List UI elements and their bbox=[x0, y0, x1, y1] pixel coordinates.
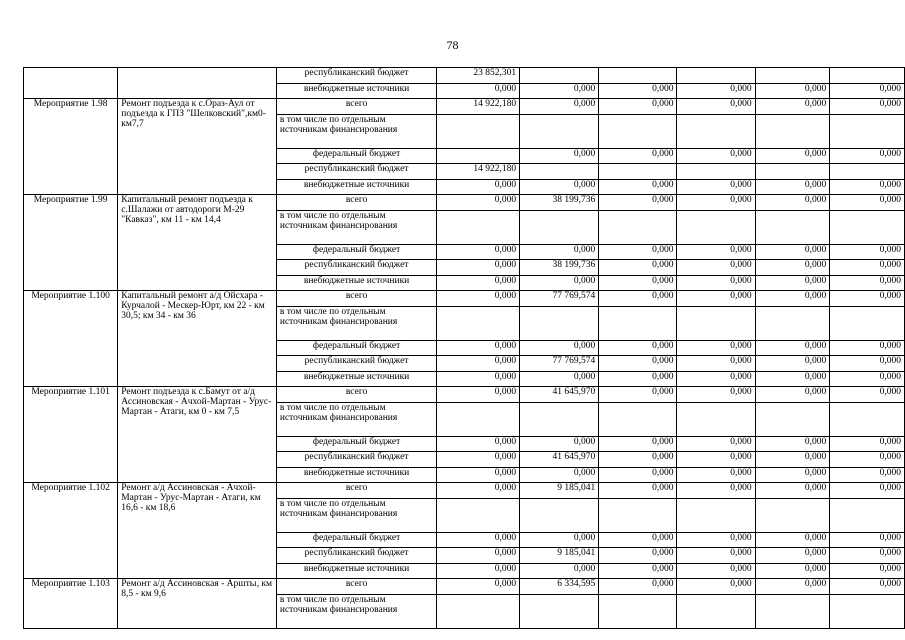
value-cell bbox=[677, 114, 755, 148]
value-cell: 0,000 bbox=[437, 179, 520, 195]
value-cell: 0,000 bbox=[599, 548, 677, 564]
value-cell bbox=[520, 594, 599, 628]
value-cell: 0,000 bbox=[520, 563, 599, 579]
funding-source-cell: в том числе по отдельным источникам финансирования bbox=[276, 210, 436, 244]
value-cell: 0,000 bbox=[677, 387, 755, 403]
value-cell bbox=[755, 402, 830, 436]
value-cell bbox=[520, 114, 599, 148]
value-cell: 0,000 bbox=[755, 563, 830, 579]
value-cell: 0,000 bbox=[437, 275, 520, 291]
value-cell: 0,000 bbox=[599, 436, 677, 452]
value-cell: 0,000 bbox=[520, 340, 599, 356]
value-cell: 0,000 bbox=[520, 532, 599, 548]
value-cell: 0,000 bbox=[520, 244, 599, 260]
value-cell bbox=[830, 306, 905, 340]
value-cell: 0,000 bbox=[437, 291, 520, 307]
value-cell: 23 852,301 bbox=[437, 68, 520, 84]
value-cell: 0,000 bbox=[437, 548, 520, 564]
value-cell: 0,000 bbox=[830, 563, 905, 579]
value-cell: 0,000 bbox=[520, 467, 599, 483]
value-cell: 0,000 bbox=[755, 179, 830, 195]
funding-source-cell: всего bbox=[276, 99, 436, 115]
value-cell bbox=[677, 210, 755, 244]
value-cell: 0,000 bbox=[599, 244, 677, 260]
value-cell bbox=[677, 68, 755, 84]
value-cell: 9 185,041 bbox=[520, 548, 599, 564]
table-row bbox=[24, 99, 905, 115]
value-cell: 0,000 bbox=[755, 452, 830, 468]
value-cell: 0,000 bbox=[755, 340, 830, 356]
value-cell: 41 645,970 bbox=[520, 452, 599, 468]
funding-source-cell: всего bbox=[276, 387, 436, 403]
value-cell: 0,000 bbox=[755, 371, 830, 387]
value-cell: 0,000 bbox=[830, 387, 905, 403]
value-cell bbox=[520, 164, 599, 180]
measure-code-cell: Мероприятие 1.102 bbox=[24, 483, 118, 579]
value-cell: 0,000 bbox=[830, 179, 905, 195]
value-cell: 0,000 bbox=[755, 548, 830, 564]
funding-source-cell: в том числе по отдельным источникам финансирования bbox=[276, 402, 436, 436]
value-cell: 0,000 bbox=[677, 356, 755, 372]
value-cell: 0,000 bbox=[677, 260, 755, 276]
value-cell: 0,000 bbox=[437, 452, 520, 468]
funding-source-cell: федеральный бюджет bbox=[276, 340, 436, 356]
value-cell: 0,000 bbox=[437, 436, 520, 452]
value-cell: 0,000 bbox=[830, 548, 905, 564]
value-cell: 0,000 bbox=[437, 387, 520, 403]
measure-code-cell: Мероприятие 1.103 bbox=[24, 579, 118, 629]
funding-source-cell: в том числе по отдельным источникам финансирования bbox=[276, 306, 436, 340]
value-cell bbox=[830, 210, 905, 244]
value-cell: 0,000 bbox=[830, 532, 905, 548]
value-cell bbox=[520, 68, 599, 84]
value-cell bbox=[437, 114, 520, 148]
value-cell: 0,000 bbox=[677, 244, 755, 260]
value-cell: 0,000 bbox=[677, 371, 755, 387]
funding-source-cell: республиканский бюджет bbox=[276, 548, 436, 564]
value-cell: 0,000 bbox=[830, 260, 905, 276]
funding-source-cell: федеральный бюджет bbox=[276, 148, 436, 164]
value-cell bbox=[599, 210, 677, 244]
table-row bbox=[24, 483, 905, 499]
value-cell: 0,000 bbox=[830, 195, 905, 211]
value-cell: 0,000 bbox=[599, 275, 677, 291]
measure-name-cell: Капитальный ремонт подъезда к с.Шалажи от автодороги М-29 "Кавказ", км 11 - км 14,4 bbox=[118, 195, 277, 291]
funding-source-cell: всего bbox=[276, 483, 436, 499]
value-cell: 0,000 bbox=[677, 275, 755, 291]
value-cell: 0,000 bbox=[677, 83, 755, 99]
value-cell bbox=[599, 114, 677, 148]
value-cell: 0,000 bbox=[677, 148, 755, 164]
value-cell: 0,000 bbox=[677, 99, 755, 115]
value-cell: 0,000 bbox=[755, 579, 830, 595]
value-cell: 0,000 bbox=[755, 291, 830, 307]
value-cell: 0,000 bbox=[599, 99, 677, 115]
value-cell: 0,000 bbox=[755, 387, 830, 403]
value-cell: 0,000 bbox=[830, 148, 905, 164]
funding-source-cell: внебюджетные источники bbox=[276, 371, 436, 387]
value-cell bbox=[520, 306, 599, 340]
measure-name-cell: Ремонт а/д Ассиновская - Ачхой-Мартан - Урус-Мартан - Атаги, км 16,6 - км 18,6 bbox=[118, 483, 277, 579]
value-cell: 0,000 bbox=[677, 563, 755, 579]
value-cell: 0,000 bbox=[437, 532, 520, 548]
value-cell: 0,000 bbox=[437, 579, 520, 595]
measure-name-cell: Капитальный ремонт а/д Ойсхара - Курчалой - Мескер-Юрт, км 22 - км 30,5; км 34 - км 36 bbox=[118, 291, 277, 387]
value-cell: 0,000 bbox=[599, 83, 677, 99]
funding-source-cell: республиканский бюджет bbox=[276, 164, 436, 180]
value-cell: 0,000 bbox=[677, 195, 755, 211]
value-cell: 0,000 bbox=[520, 99, 599, 115]
funding-source-cell: республиканский бюджет bbox=[276, 452, 436, 468]
value-cell: 0,000 bbox=[599, 483, 677, 499]
value-cell: 0,000 bbox=[830, 452, 905, 468]
value-cell: 0,000 bbox=[520, 371, 599, 387]
table-row bbox=[24, 195, 905, 211]
value-cell: 0,000 bbox=[830, 356, 905, 372]
value-cell bbox=[437, 148, 520, 164]
value-cell: 0,000 bbox=[599, 563, 677, 579]
value-cell bbox=[755, 498, 830, 532]
value-cell: 38 199,736 bbox=[520, 195, 599, 211]
budget-table bbox=[23, 67, 905, 629]
value-cell: 0,000 bbox=[755, 436, 830, 452]
value-cell bbox=[830, 402, 905, 436]
value-cell: 0,000 bbox=[437, 244, 520, 260]
value-cell bbox=[677, 402, 755, 436]
value-cell bbox=[677, 164, 755, 180]
value-cell: 0,000 bbox=[677, 291, 755, 307]
value-cell: 0,000 bbox=[599, 579, 677, 595]
value-cell: 41 645,970 bbox=[520, 387, 599, 403]
value-cell: 0,000 bbox=[677, 179, 755, 195]
value-cell bbox=[755, 306, 830, 340]
funding-source-cell: в том числе по отдельным источникам финансирования bbox=[276, 114, 436, 148]
value-cell: 0,000 bbox=[755, 532, 830, 548]
value-cell: 14 922,180 bbox=[437, 99, 520, 115]
funding-source-cell: республиканский бюджет bbox=[276, 260, 436, 276]
value-cell: 0,000 bbox=[599, 340, 677, 356]
value-cell bbox=[755, 210, 830, 244]
value-cell: 0,000 bbox=[677, 483, 755, 499]
page-number: 78 bbox=[446, 38, 459, 52]
funding-source-cell: всего bbox=[276, 195, 436, 211]
value-cell bbox=[677, 306, 755, 340]
value-cell bbox=[755, 594, 830, 628]
measure-name-cell bbox=[118, 68, 277, 99]
funding-source-cell: в том числе по отдельным источникам финансирования bbox=[276, 498, 436, 532]
funding-source-cell: республиканский бюджет bbox=[276, 356, 436, 372]
value-cell: 0,000 bbox=[520, 436, 599, 452]
value-cell bbox=[520, 402, 599, 436]
value-cell: 0,000 bbox=[599, 387, 677, 403]
value-cell bbox=[755, 164, 830, 180]
budget-table-body bbox=[24, 68, 905, 629]
value-cell: 0,000 bbox=[599, 371, 677, 387]
value-cell: 0,000 bbox=[755, 99, 830, 115]
value-cell: 0,000 bbox=[437, 195, 520, 211]
value-cell: 0,000 bbox=[520, 275, 599, 291]
value-cell: 9 185,041 bbox=[520, 483, 599, 499]
funding-source-cell: федеральный бюджет bbox=[276, 532, 436, 548]
value-cell: 0,000 bbox=[830, 83, 905, 99]
value-cell: 6 334,595 bbox=[520, 579, 599, 595]
funding-source-cell: федеральный бюджет bbox=[276, 244, 436, 260]
value-cell: 0,000 bbox=[437, 356, 520, 372]
value-cell bbox=[520, 498, 599, 532]
value-cell: 0,000 bbox=[520, 83, 599, 99]
value-cell bbox=[599, 594, 677, 628]
measure-code-cell: Мероприятие 1.99 bbox=[24, 195, 118, 291]
value-cell: 0,000 bbox=[437, 483, 520, 499]
value-cell bbox=[437, 402, 520, 436]
value-cell bbox=[437, 594, 520, 628]
measure-code-cell: Мероприятие 1.98 bbox=[24, 99, 118, 195]
value-cell: 0,000 bbox=[755, 275, 830, 291]
value-cell: 0,000 bbox=[437, 371, 520, 387]
funding-source-cell: всего bbox=[276, 579, 436, 595]
funding-source-cell: внебюджетные источники bbox=[276, 467, 436, 483]
value-cell: 0,000 bbox=[437, 340, 520, 356]
measure-code-cell: Мероприятие 1.101 bbox=[24, 387, 118, 483]
table-row bbox=[24, 579, 905, 595]
value-cell bbox=[830, 68, 905, 84]
value-cell: 0,000 bbox=[830, 291, 905, 307]
value-cell: 0,000 bbox=[830, 275, 905, 291]
value-cell: 0,000 bbox=[755, 356, 830, 372]
value-cell bbox=[599, 164, 677, 180]
measure-name-cell: Ремонт подъезда к с.Ораз-Аул от подъезда к ГПЗ "Шелковский",км0-км7,7 bbox=[118, 99, 277, 195]
value-cell: 0,000 bbox=[755, 260, 830, 276]
value-cell bbox=[599, 68, 677, 84]
funding-source-cell: федеральный бюджет bbox=[276, 436, 436, 452]
value-cell: 14 922,180 bbox=[437, 164, 520, 180]
value-cell: 0,000 bbox=[599, 291, 677, 307]
value-cell bbox=[437, 210, 520, 244]
value-cell bbox=[830, 114, 905, 148]
value-cell bbox=[599, 498, 677, 532]
value-cell: 0,000 bbox=[520, 148, 599, 164]
funding-source-cell: всего bbox=[276, 291, 436, 307]
value-cell: 0,000 bbox=[755, 83, 830, 99]
value-cell bbox=[677, 498, 755, 532]
table-row bbox=[24, 291, 905, 307]
value-cell: 0,000 bbox=[437, 563, 520, 579]
value-cell bbox=[520, 210, 599, 244]
value-cell: 0,000 bbox=[677, 548, 755, 564]
value-cell: 0,000 bbox=[437, 467, 520, 483]
value-cell: 0,000 bbox=[599, 532, 677, 548]
value-cell: 0,000 bbox=[830, 340, 905, 356]
table-row bbox=[24, 68, 905, 84]
value-cell: 77 769,574 bbox=[520, 356, 599, 372]
value-cell: 0,000 bbox=[599, 260, 677, 276]
value-cell: 0,000 bbox=[599, 195, 677, 211]
funding-source-cell: внебюджетные источники bbox=[276, 275, 436, 291]
value-cell: 0,000 bbox=[755, 148, 830, 164]
value-cell: 77 769,574 bbox=[520, 291, 599, 307]
measure-code-cell: Мероприятие 1.100 bbox=[24, 291, 118, 387]
value-cell: 0,000 bbox=[830, 483, 905, 499]
value-cell bbox=[755, 68, 830, 84]
value-cell bbox=[599, 306, 677, 340]
value-cell: 0,000 bbox=[677, 467, 755, 483]
value-cell bbox=[437, 306, 520, 340]
value-cell: 0,000 bbox=[437, 260, 520, 276]
value-cell: 0,000 bbox=[677, 340, 755, 356]
measure-code-cell bbox=[24, 68, 118, 99]
funding-source-cell: республиканский бюджет bbox=[276, 68, 436, 84]
value-cell: 0,000 bbox=[599, 467, 677, 483]
value-cell bbox=[599, 402, 677, 436]
value-cell: 0,000 bbox=[437, 83, 520, 99]
measure-name-cell: Ремонт а/д Ассиновская - Арштьı, км 8,5 - км 9,6 bbox=[118, 579, 277, 629]
measure-name-cell: Ремонт подъезда к с.Бамут от а/д Ассиновская - Ачхой-Мартан - Урус-Мартан - Атаги, км 0 - км 7,5 bbox=[118, 387, 277, 483]
value-cell: 0,000 bbox=[599, 148, 677, 164]
value-cell: 0,000 bbox=[830, 436, 905, 452]
value-cell: 0,000 bbox=[755, 195, 830, 211]
value-cell bbox=[437, 498, 520, 532]
value-cell: 38 199,736 bbox=[520, 260, 599, 276]
funding-source-cell: внебюджетные источники bbox=[276, 83, 436, 99]
value-cell bbox=[830, 498, 905, 532]
value-cell: 0,000 bbox=[520, 179, 599, 195]
value-cell: 0,000 bbox=[677, 579, 755, 595]
value-cell: 0,000 bbox=[677, 452, 755, 468]
value-cell bbox=[677, 594, 755, 628]
value-cell: 0,000 bbox=[599, 179, 677, 195]
value-cell: 0,000 bbox=[830, 99, 905, 115]
value-cell: 0,000 bbox=[755, 483, 830, 499]
funding-source-cell: в том числе по отдельным источникам финансирования bbox=[276, 594, 436, 628]
funding-source-cell: внебюджетные источники bbox=[276, 179, 436, 195]
value-cell: 0,000 bbox=[830, 244, 905, 260]
value-cell bbox=[830, 594, 905, 628]
value-cell: 0,000 bbox=[830, 579, 905, 595]
value-cell: 0,000 bbox=[677, 532, 755, 548]
value-cell: 0,000 bbox=[599, 356, 677, 372]
value-cell: 0,000 bbox=[830, 371, 905, 387]
funding-source-cell: внебюджетные источники bbox=[276, 563, 436, 579]
value-cell: 0,000 bbox=[677, 436, 755, 452]
value-cell bbox=[755, 114, 830, 148]
value-cell: 0,000 bbox=[830, 467, 905, 483]
value-cell bbox=[830, 164, 905, 180]
value-cell: 0,000 bbox=[755, 467, 830, 483]
value-cell: 0,000 bbox=[599, 452, 677, 468]
table-row bbox=[24, 387, 905, 403]
value-cell: 0,000 bbox=[755, 244, 830, 260]
